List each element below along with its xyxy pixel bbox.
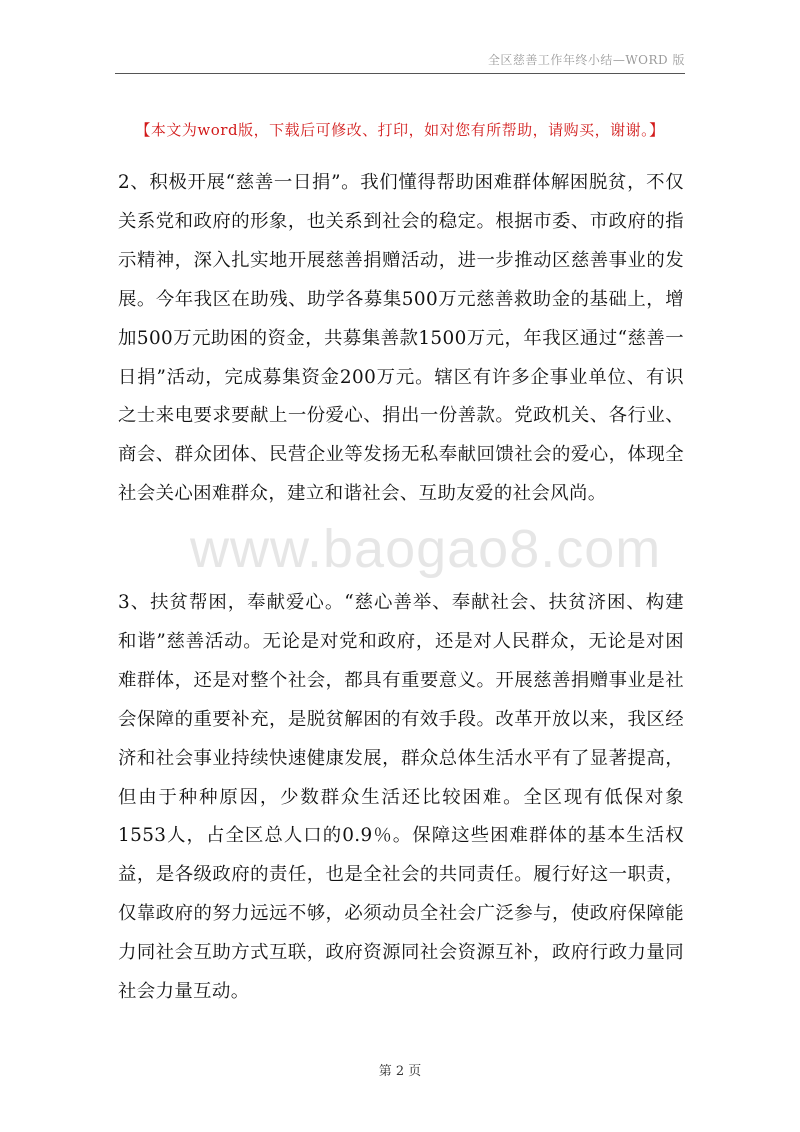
download-notice: 【本文为word版，下载后可修改、打印，如对您有所帮助，请购买，谢谢。】 <box>135 121 665 139</box>
paragraph-charity-day-donation: 2、积极开展“慈善一日捐”。我们懂得帮助困难群体解困脱贫，不仅关系党和政府的形象，也关系到社会的稳定。根据市委、市政府的指示精神，深入扎实地开展慈善捐赠活动，进一步推动区慈善事业的发展。今年我区在助残、助学各募集500万元慈善救助金的基础上，增加500万元助困的资金，共募集善款1500万元，年我区通过“慈善一日捐”活动，完成募集资金200万元。辖区有许多企事业单位、有识之士来电要求要献上一份爱心、捐出一份善款。党政机关、各行业、商会、群众团体、民营企业等发扬无私奉献回馈社会的爱心，体现全社会关心困难群众，建立和谐社会、互助友爱的社会风尚。 <box>118 172 684 505</box>
paragraph-poverty-relief: 3、扶贫帮困，奉献爱心。“慈心善举、奉献社会、扶贫济困、构建和谐”慈善活动。无论是对党和政府，还是对人民群众，无论是对困难群体，还是对整个社会，都具有重要意义。开展慈善捐赠事业是社会保障的重要补充，是脱贫解困的有效手段。改革开放以来，我区经济和社会事业持续快速健康发展，群众总体生活水平有了显著提高，但由于种种原因，少数群众生活还比较困难。全区现有低保对象1553人，占全区总人口的0.9％。保障这些困难群体的基本生活权益，是各级政府的责任，也是全社会的共同责任。履行好这一职责，仅靠政府的努力远远不够，必须动员全社会广泛参与，使政府保障能力同社会互助方式互联，政府资源同社会资源互补，政府行政力量同社会力量互动。 <box>118 592 684 1003</box>
page-number: 第 2 页 <box>378 1064 422 1079</box>
header-divider <box>115 73 685 74</box>
watermark: www.baogao8.com <box>190 519 662 579</box>
page-header-title: 全区慈善工作年终小结—WORD 版 <box>487 53 685 67</box>
